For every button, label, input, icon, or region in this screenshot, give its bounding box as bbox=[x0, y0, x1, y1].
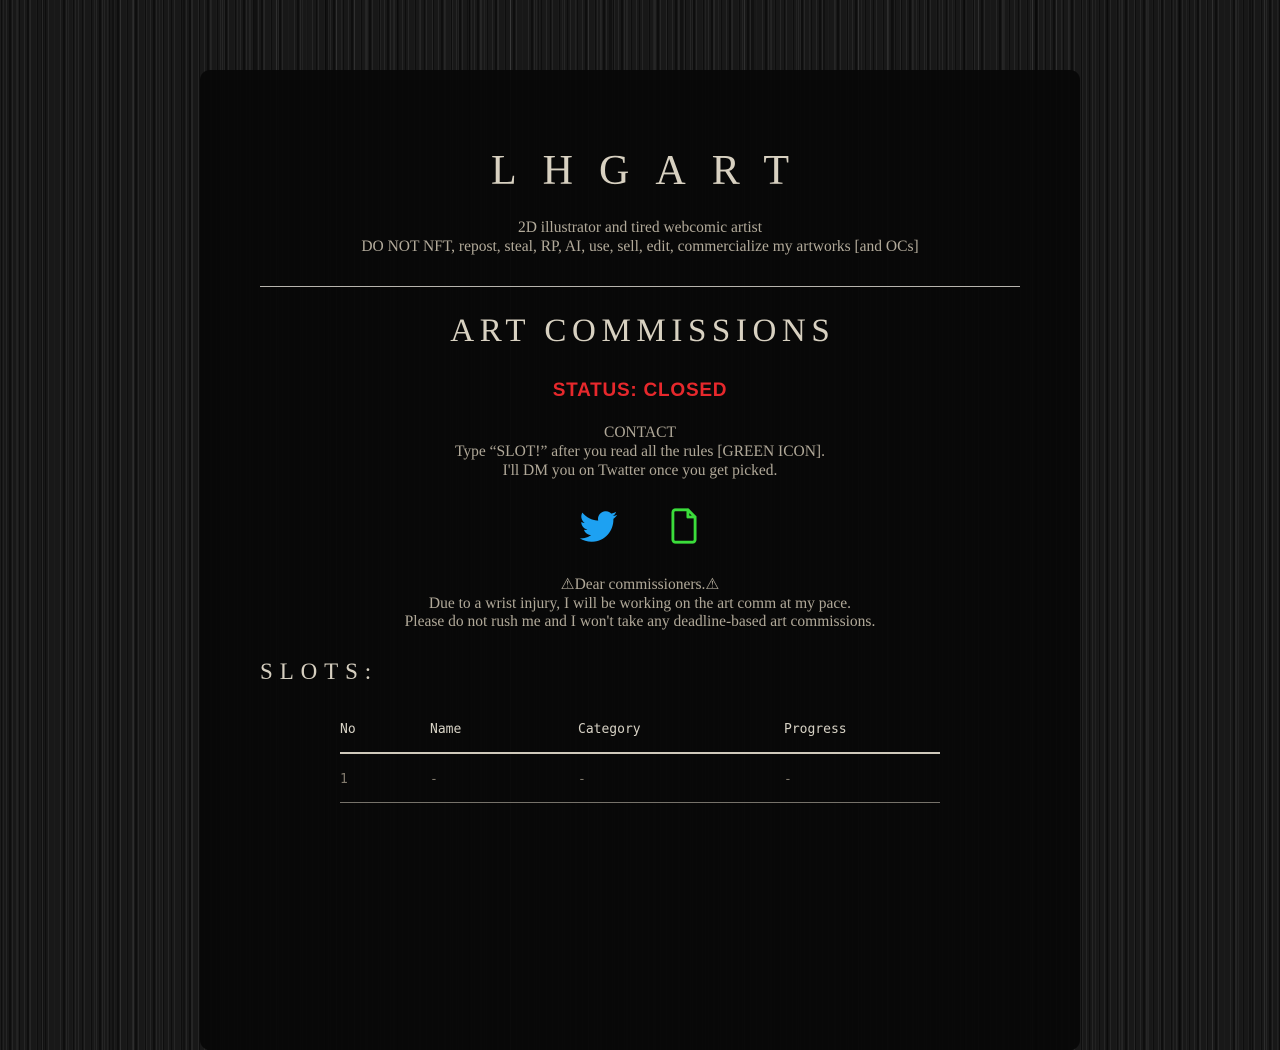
slot-category: - bbox=[578, 753, 784, 803]
rules-document-icon bbox=[666, 506, 702, 546]
commissioners-notice bbox=[200, 576, 1080, 632]
artist-description: 2D illustrator and tired webcomic artist bbox=[517, 219, 763, 236]
twitter-icon bbox=[578, 510, 618, 543]
column-header-name: Name bbox=[430, 722, 578, 753]
usage-warning: DO NOT NFT, repost, steal, RP, AI, use, sell, edit, commercialize my artworks [and OCs] bbox=[361, 238, 919, 255]
contact-instructions: Type “SLOT!” after you read all the rules [GREEN ICON]. bbox=[455, 443, 825, 460]
notice-injury: Due to a wrist injury, I will be working on the art comm at my pace. bbox=[428, 594, 852, 612]
column-header-category: Category bbox=[578, 722, 784, 753]
notice-no-deadlines: Please do not rush me and I won't take any deadline-based art commissions. bbox=[404, 613, 876, 630]
column-header-no: No bbox=[340, 722, 430, 753]
artist-description-block bbox=[200, 218, 1080, 256]
social-icons-row bbox=[200, 506, 1080, 546]
twitter-link[interactable] bbox=[578, 510, 618, 543]
notice-greeting: ⚠Dear commissioners.⚠ bbox=[560, 576, 720, 593]
slot-number: 1 bbox=[340, 753, 430, 803]
slots-heading: SLOTS: bbox=[260, 658, 379, 684]
slot-name: - bbox=[430, 753, 578, 803]
contact-label: CONTACT bbox=[604, 424, 676, 441]
site-title: LHGART bbox=[490, 148, 816, 194]
divider bbox=[260, 286, 1020, 287]
commissions-heading: ART COMMISSIONS bbox=[450, 313, 836, 349]
column-header-progress: Progress bbox=[784, 722, 940, 753]
slot-progress: - bbox=[784, 753, 940, 803]
table-row bbox=[340, 753, 940, 803]
slots-table-header-row bbox=[340, 722, 940, 753]
contact-dm-note: I'll DM you on Twatter once you get picked. bbox=[502, 462, 778, 479]
status-badge: STATUS: CLOSED bbox=[552, 380, 728, 401]
rules-document-link[interactable] bbox=[666, 506, 702, 546]
slots-table bbox=[340, 722, 940, 803]
content-card bbox=[200, 70, 1080, 1050]
contact-block bbox=[200, 423, 1080, 480]
